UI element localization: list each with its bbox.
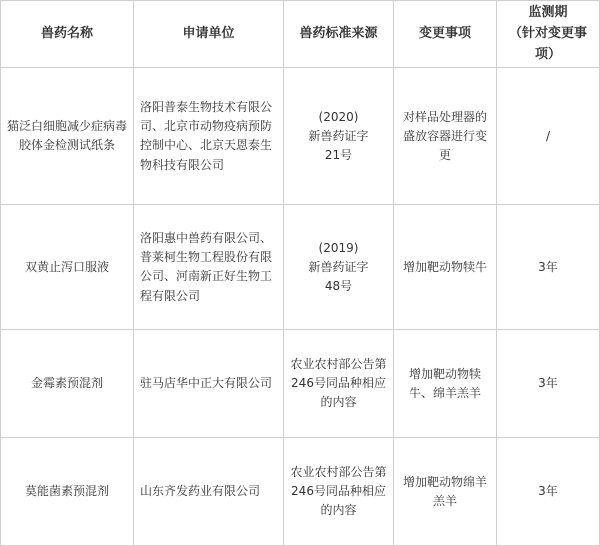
cell-applicant: 驻马店华中正大有限公司: [134, 330, 284, 438]
header-change-item: 变更事项: [394, 1, 497, 68]
table-row: [1, 68, 600, 205]
cell-monitoring-period: 3年: [497, 438, 600, 546]
cell-monitoring-period: 3年: [497, 205, 600, 330]
header-monitoring-period: 监测期 （针对变更事项）: [497, 1, 600, 68]
cell-drug-name: 双黄止泻口服液: [1, 205, 134, 330]
cell-change-item: 增加靶动物犊牛、绵羊羔羊: [394, 330, 497, 438]
table-row: [1, 205, 600, 330]
cell-applicant: 洛阳惠中兽药有限公司、普莱柯生物工程股份有限公司、河南新正好生物工程有限公司: [134, 205, 284, 330]
table-row: [1, 330, 600, 438]
header-row: [1, 1, 600, 68]
cell-change-item: 增加靶动物犊牛: [394, 205, 497, 330]
cell-standard-source: (2019) 新兽药证字 48号: [284, 205, 394, 330]
cell-monitoring-period: /: [497, 68, 600, 205]
cell-change-item: 增加靶动物绵羊羔羊: [394, 438, 497, 546]
cell-monitoring-period: 3年: [497, 330, 600, 438]
cell-standard-source: (2020) 新兽药证字 21号: [284, 68, 394, 205]
cell-drug-name: 猫泛白细胞减少症病毒胶体金检测试纸条: [1, 68, 134, 205]
header-standard-source: 兽药标准来源: [284, 1, 394, 68]
header-applicant: 申请单位: [134, 1, 284, 68]
header-drug-name: 兽药名称: [1, 1, 134, 68]
table-body: [1, 68, 600, 546]
cell-applicant: 洛阳普泰生物技术有限公司、北京市动物疫病预防控制中心、北京天恩泰生物科技有限公司: [134, 68, 284, 205]
cell-standard-source: 农业农村部公告第246号同品种相应的内容: [284, 330, 394, 438]
table-row: [1, 438, 600, 546]
cell-drug-name: 莫能菌素预混剂: [1, 438, 134, 546]
cell-change-item: 对样品处理器的盛放容器进行变更: [394, 68, 497, 205]
table-header: [1, 1, 600, 68]
cell-standard-source: 农业农村部公告第246号同品种相应的内容: [284, 438, 394, 546]
cell-applicant: 山东齐发药业有限公司: [134, 438, 284, 546]
cell-drug-name: 金霉素预混剂: [1, 330, 134, 438]
